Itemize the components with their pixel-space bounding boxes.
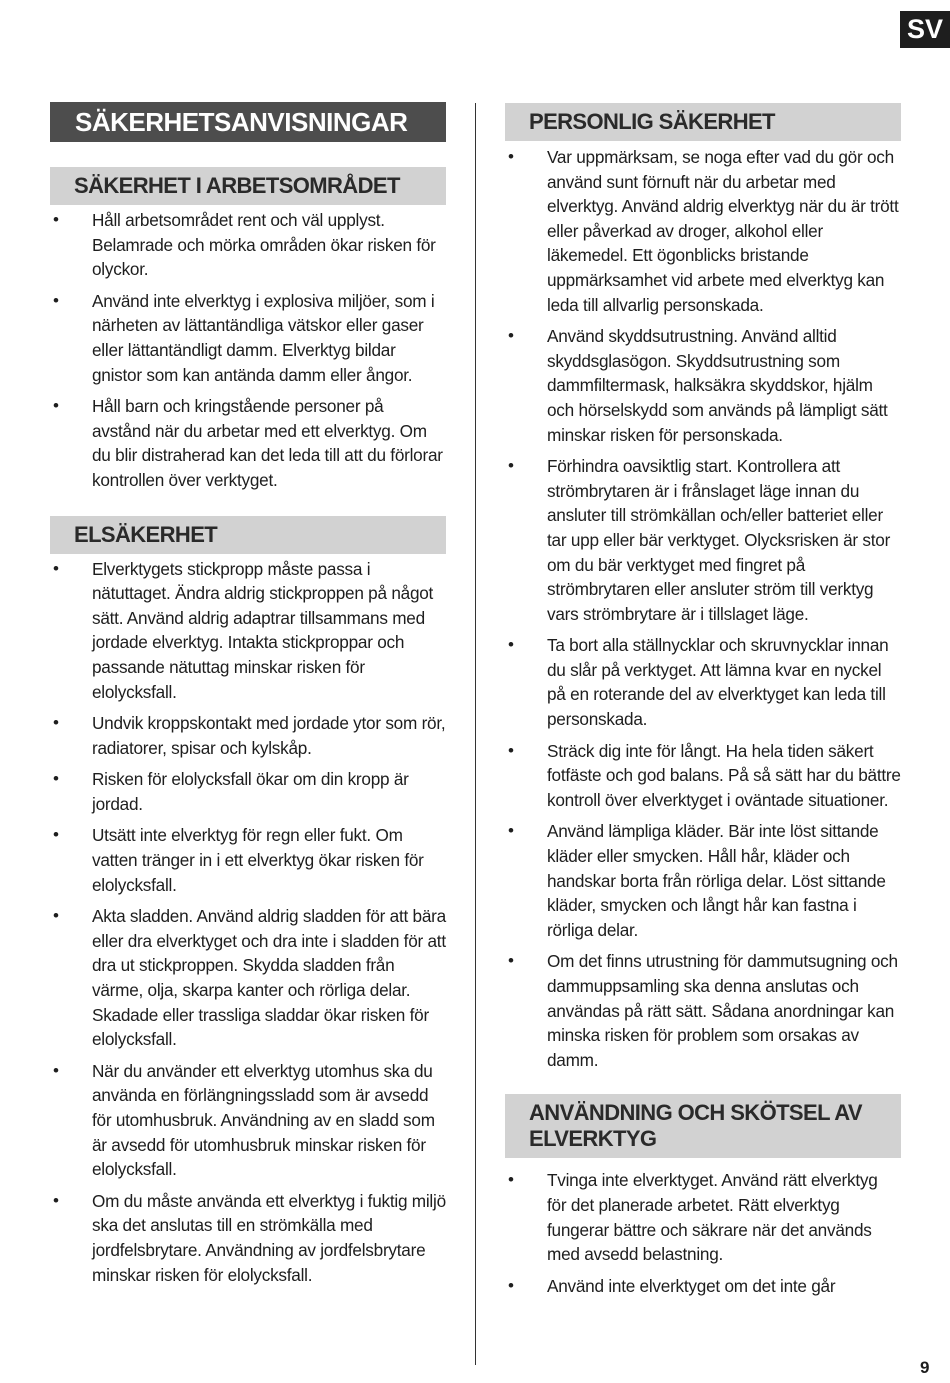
- list-item: • Elverktygets stickpropp måste passa i nätuttaget. Ändra aldrig stickproppen på något sätt. Använd aldrig adaptrar tillsammans med jordade elverktyg. Intakta stickproppar och passande nätuttag minskar risken för elolycksfall.: [50, 557, 446, 705]
- work-area-list: [50, 208, 446, 493]
- section-heading-use-and-care: ANVÄNDNING OCH SKÖTSEL AV ELVERKTYG: [505, 1094, 901, 1158]
- list-item: • Akta sladden. Använd aldrig sladden för att bära eller dra elverktyget och dra inte i sladden för att dra ut stickproppen. Skydda sladden från värme, olja, skarpa kanter och rörliga delar. Skadade eller trassliga sladdar ökar risken för elolycksfall.: [50, 904, 446, 1052]
- right-column: [505, 103, 901, 1305]
- list-item: • Sträck dig inte för långt. Ha hela tiden säkert fotfäste och god balans. På så sätt har du bättre kontroll över elverktyget i oväntade situationer.: [505, 739, 901, 813]
- list-item: • Förhindra oavsiktlig start. Kontrollera att strömbrytaren är i frånslaget läge innan du ansluter till strömkällan och/eller batteriet eller tar upp eller bär verktyget. Olycksrisken är stor om du bär verktyget med fingret på strömbrytaren eller ansluter ström till verktyg vars strömbrytare är i tillslaget läge.: [505, 454, 901, 626]
- section-heading-electrical: ELSÄKERHET: [50, 516, 446, 554]
- electrical-list: [50, 557, 446, 1288]
- list-item: • Håll arbetsområdet rent och väl upplyst. Belamrade och mörka områden ökar risken för olyckor.: [50, 208, 446, 282]
- list-item: • Undvik kroppskontakt med jordade ytor som rör, radiatorer, spisar och kylskåp.: [50, 711, 446, 760]
- section-heading-work-area: SÄKERHET I ARBETSOMRÅDET: [50, 167, 446, 205]
- list-item: • Håll barn och kringstående personer på avstånd när du arbetar med ett elverktyg. Om du blir distraherad kan det leda till att du förlorar kontrollen över verktyget.: [50, 394, 446, 492]
- list-item: • Använd inte elverktyget om det inte går: [505, 1274, 901, 1299]
- list-item: • Använd inte elverktyg i explosiva miljöer, som i närheten av lättantändliga vätskor eller gaser eller lättantändligt damm. Elverktyg bildar gnistor som kan antända damm eller ångor.: [50, 289, 446, 387]
- list-item: • Risken för elolycksfall ökar om din kropp är jordad.: [50, 767, 446, 816]
- section-heading-personal-safety: PERSONLIG SÄKERHET: [505, 103, 901, 141]
- list-item: • Tvinga inte elverktyget. Använd rätt elverktyg för det planerade arbetet. Rätt elverktyg fungerar bättre och säkrare när det används med avsedd belastning.: [505, 1168, 901, 1266]
- left-column: [50, 102, 446, 1294]
- list-item: • Använd skyddsutrustning. Använd alltid skyddsglasögon. Skyddsutrustning som dammfiltermask, halksäkra skyddskor, hjälm och hörselskydd som används på lämpligt sätt minskar risken för personskada.: [505, 324, 901, 447]
- list-item: • Använd lämpliga kläder. Bär inte löst sittande kläder eller smycken. Håll hår, kläder och handskar borta från rörliga delar. Löst sittande kläder, smycken och långt hår kan fastna i rörliga delar.: [505, 819, 901, 942]
- list-item: • När du använder ett elverktyg utomhus ska du använda en förlängningssladd som är avsedd för utomhusbruk. Användning av en sladd som är avsedd för utomhusbruk minskar risken för elolycksfall.: [50, 1059, 446, 1182]
- list-item: • Ta bort alla ställnycklar och skruvnycklar innan du slår på verktyget. Att lämna kvar en nyckel på en roterande del av elverktyget kan leda till personskada.: [505, 633, 901, 731]
- page-number: 9: [920, 1358, 930, 1377]
- list-item: • Var uppmärksam, se noga efter vad du gör och använd sunt förnuft när du arbetar med elverktyg. Använd aldrig elverktyg när du är trött eller påverkad av droger, alkohol eller läkemedel. Ett ögonblicks bristande uppmärksamhet vid arbete med elverktyg kan leda till allvarlig personskada.: [505, 145, 901, 317]
- page-title: SÄKERHETSANVISNINGAR: [50, 102, 446, 142]
- list-item: • Utsätt inte elverktyg för regn eller fukt. Om vatten tränger in i ett elverktyg ökar risken för elolycksfall.: [50, 823, 446, 897]
- language-tab: SV: [900, 11, 950, 48]
- use-and-care-list: [505, 1168, 901, 1298]
- list-item: • Om du måste använda ett elverktyg i fuktig miljö ska det anslutas till en strömkälla med jordfelsbrytare. Användning av jordfelsbrytare minskar risken för elolycksfall.: [50, 1189, 446, 1287]
- list-item: • Om det finns utrustning för dammutsugning och dammuppsamling ska denna anslutas och användas på rätt sätt. Sådana anordningar kan minska risken för problem som orsakas av damm.: [505, 949, 901, 1072]
- column-divider: [475, 103, 476, 1365]
- personal-safety-list: [505, 145, 901, 1072]
